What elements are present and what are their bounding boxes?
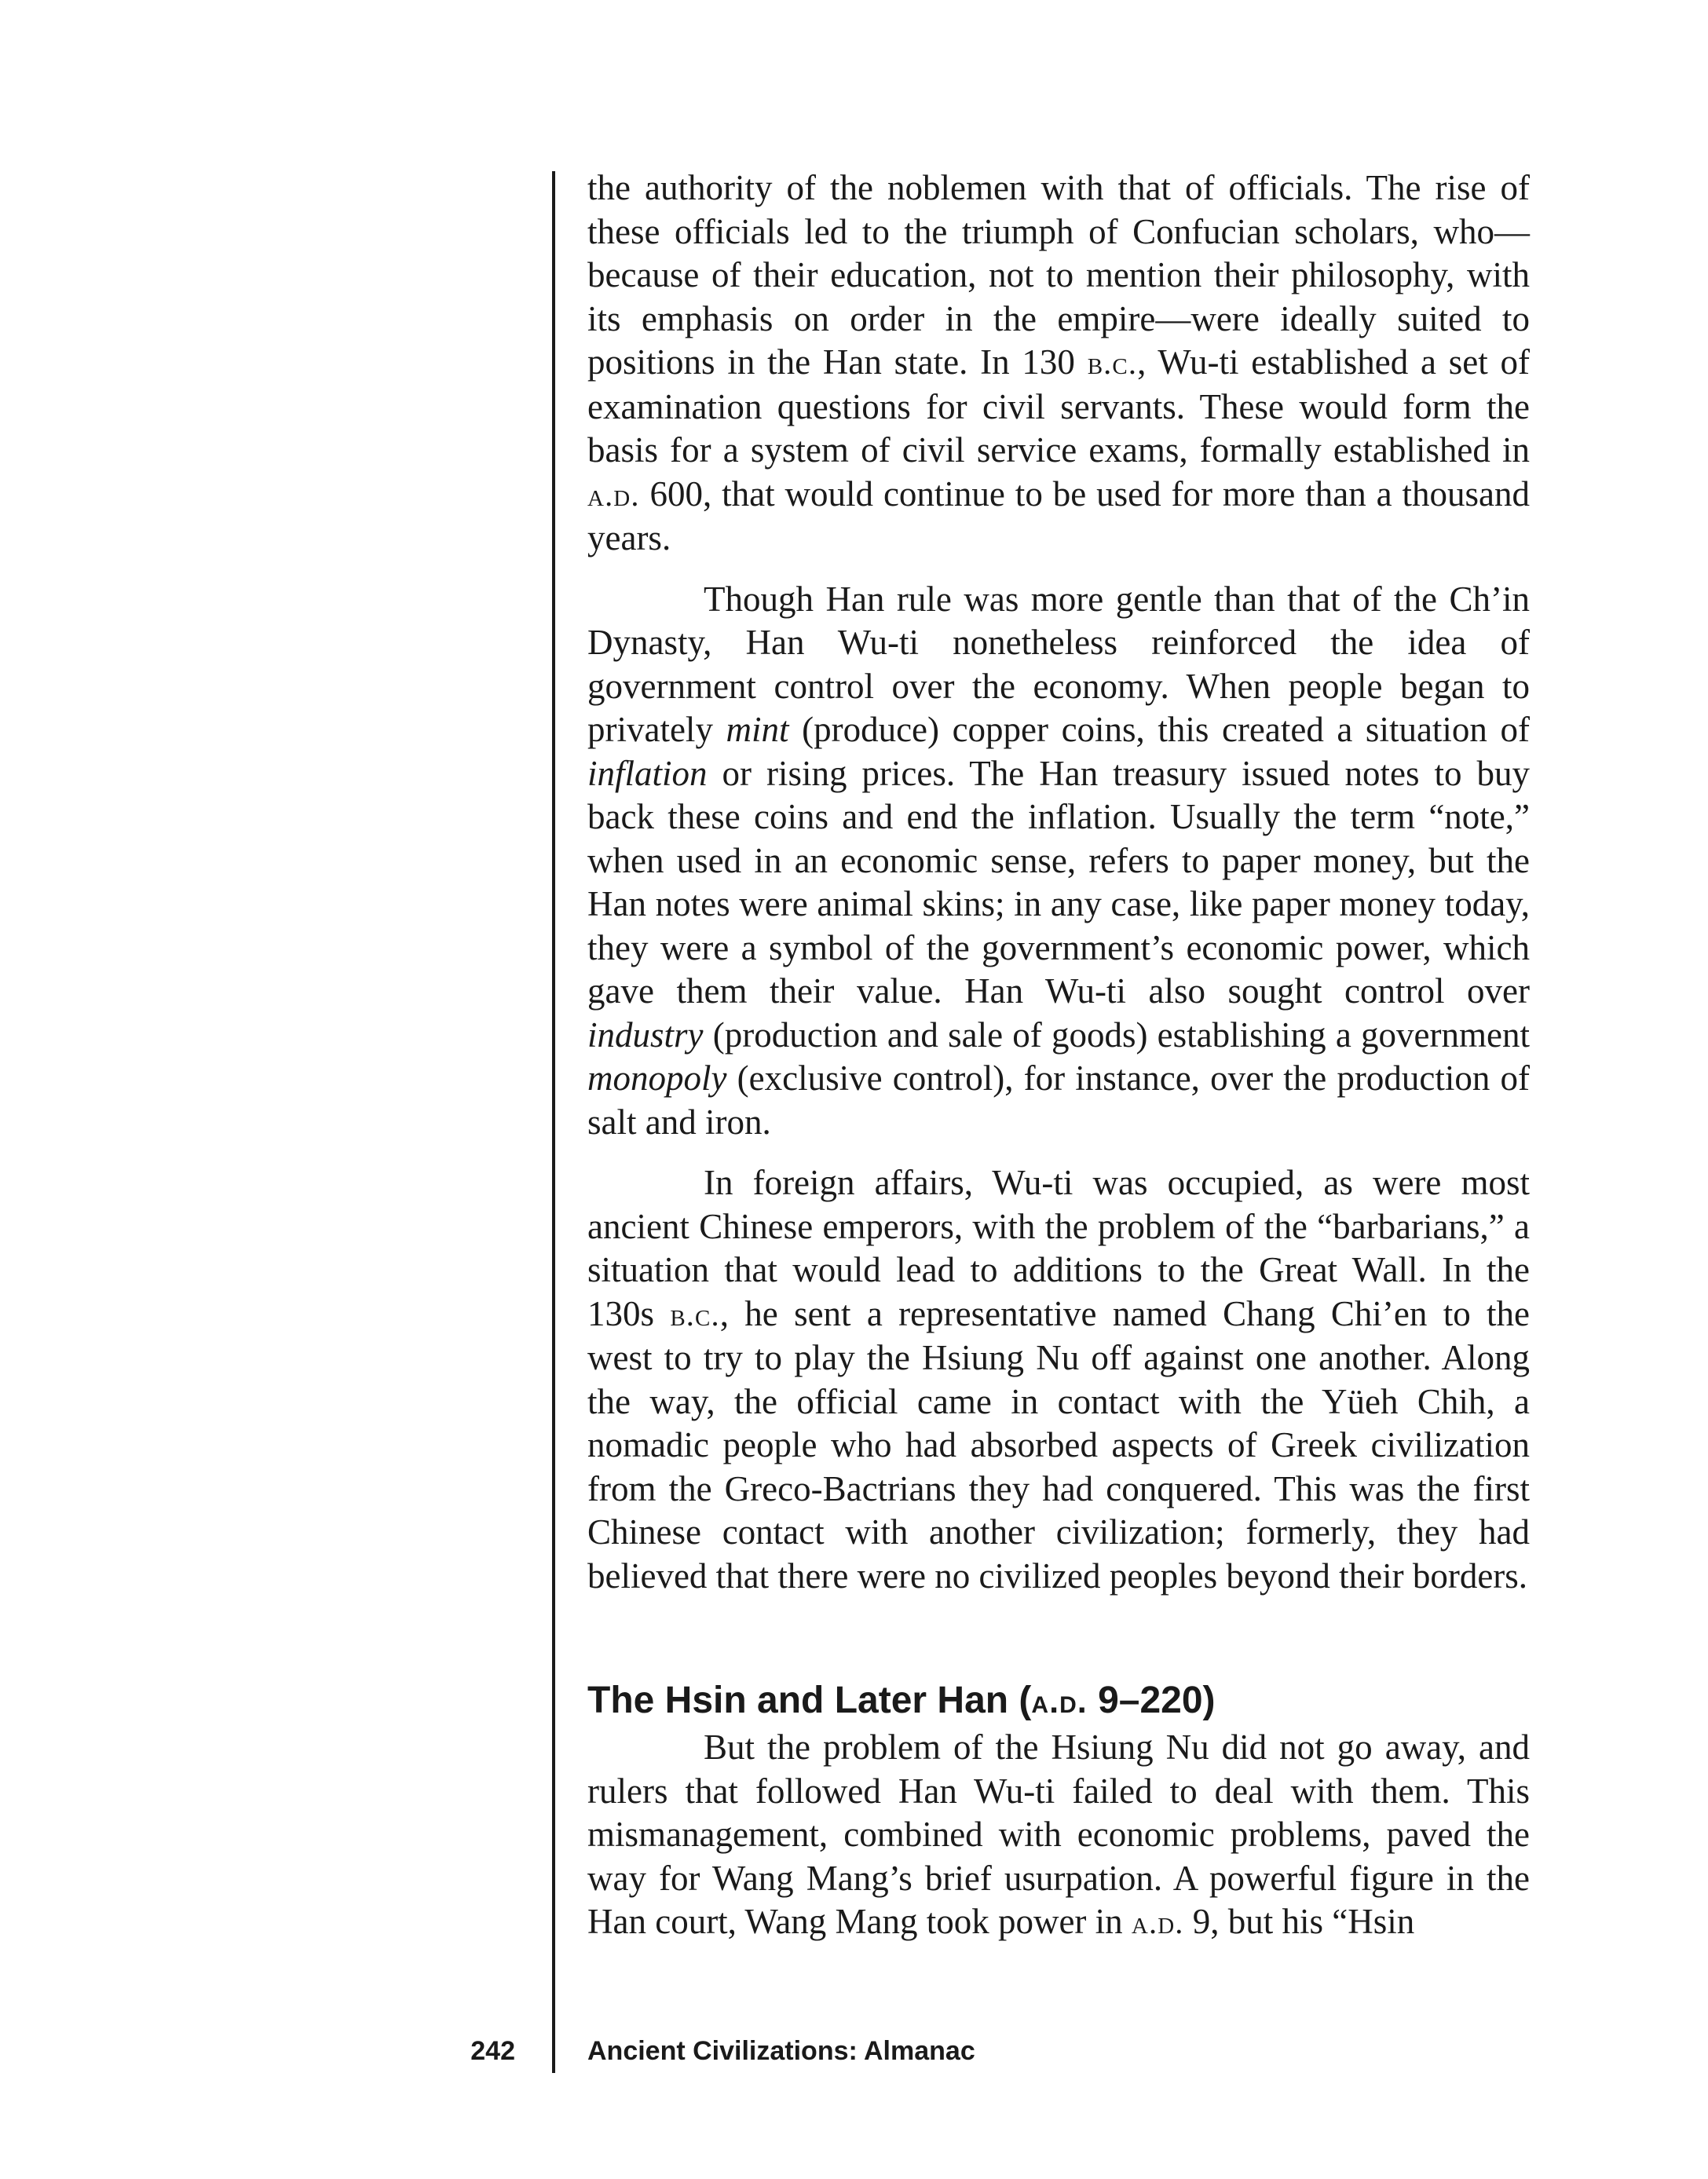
era-abbrev: a.d.	[1131, 1904, 1184, 1940]
section-heading	[587, 1676, 1530, 1726]
glossary-term: inflation	[587, 753, 708, 793]
text-run: In foreign affairs, Wu-ti was occupied, as were most ancient Chinese emperors, with the problem of the “barbarians,” a situation that would lead to additions to the Great Wall. In the 130s	[587, 1163, 1530, 1333]
text-run: (produce) copper coins, this created a situation of	[788, 710, 1530, 749]
text-run: , Wu-ti established a set of examination questions for civil servants. These would form the basis for a system of civil service exams, formally established in	[587, 342, 1530, 470]
text-run: 9, but his “Hsin	[1183, 1902, 1415, 1941]
era-abbrev: a.d.	[1031, 1683, 1088, 1720]
glossary-term: monopoly	[587, 1058, 727, 1098]
running-footer-title: Ancient Civilizations: Almanac	[587, 2036, 975, 2066]
text-run: (exclusive control), for instance, over the production of salt and iron.	[587, 1058, 1530, 1142]
era-abbrev: a.d.	[587, 476, 640, 513]
body-text	[587, 166, 1530, 1945]
margin-rule	[552, 171, 555, 2073]
era-abbrev: b.c.	[670, 1296, 720, 1333]
text-run: or rising prices. The Han treasury issued notes to buy back these coins and end the inflation. Usually the term “note,” when used in an economic sense, refers to paper money, but the Han notes were animal skins; in any case, like paper money today, they were a symbol of the government’s economic power, which gave them their value. Han Wu-ti also sought control over	[587, 753, 1530, 1011]
page-number: 242	[470, 2036, 515, 2066]
text-run: , he sent a representative named Chang Chi’en to the west to try to play the Hsiung Nu off against one another. Along the way, the official came in contact with the Yüeh Chih, a nomadic people who had absorbed aspects of Greek civilization from the Greco-Bactrians they had conquered. This was the first Chinese contact with another civilization; formerly, they had believed that there were no civilized peoples beyond their borders.	[587, 1293, 1530, 1596]
glossary-term: mint	[726, 710, 789, 749]
text-run: 600, that would continue to be used for more than a thousand years.	[587, 473, 1530, 558]
text-run: But the problem of the Hsiung Nu did not go away, and rulers that followed Han Wu-ti failed to deal with them. This mismanagement, combined with economic problems, paved the way for Wang Mang’s brief usurpation. A powerful figure in the Han court, Wang Mang took power in	[587, 1727, 1530, 1941]
paragraph-3	[587, 1161, 1530, 1598]
text-run: the authority of the noblemen with that of officials. The rise of these officials led to the triumph of Confucian scholars, who—because of their education, not to mention their philosophy, with its emphasis on order in the empire—were ideally suited to positions in the Han state. In 130	[587, 168, 1530, 382]
heading-text: The Hsin and Later Han (	[587, 1680, 1032, 1721]
text-run: Though Han rule was more gentle than that of the Ch’in Dynasty, Han Wu-ti nonetheless reinforced the idea of government control over the economy. When people began to privately	[587, 579, 1530, 749]
text-run: (production and sale of goods) establishing a government	[703, 1015, 1530, 1055]
paragraph-1	[587, 166, 1530, 561]
paragraph-4	[587, 1726, 1530, 1945]
heading-text: 9–220)	[1087, 1680, 1216, 1721]
glossary-term: industry	[587, 1015, 704, 1055]
era-abbrev: b.c.	[1087, 345, 1138, 381]
paragraph-2	[587, 578, 1530, 1145]
